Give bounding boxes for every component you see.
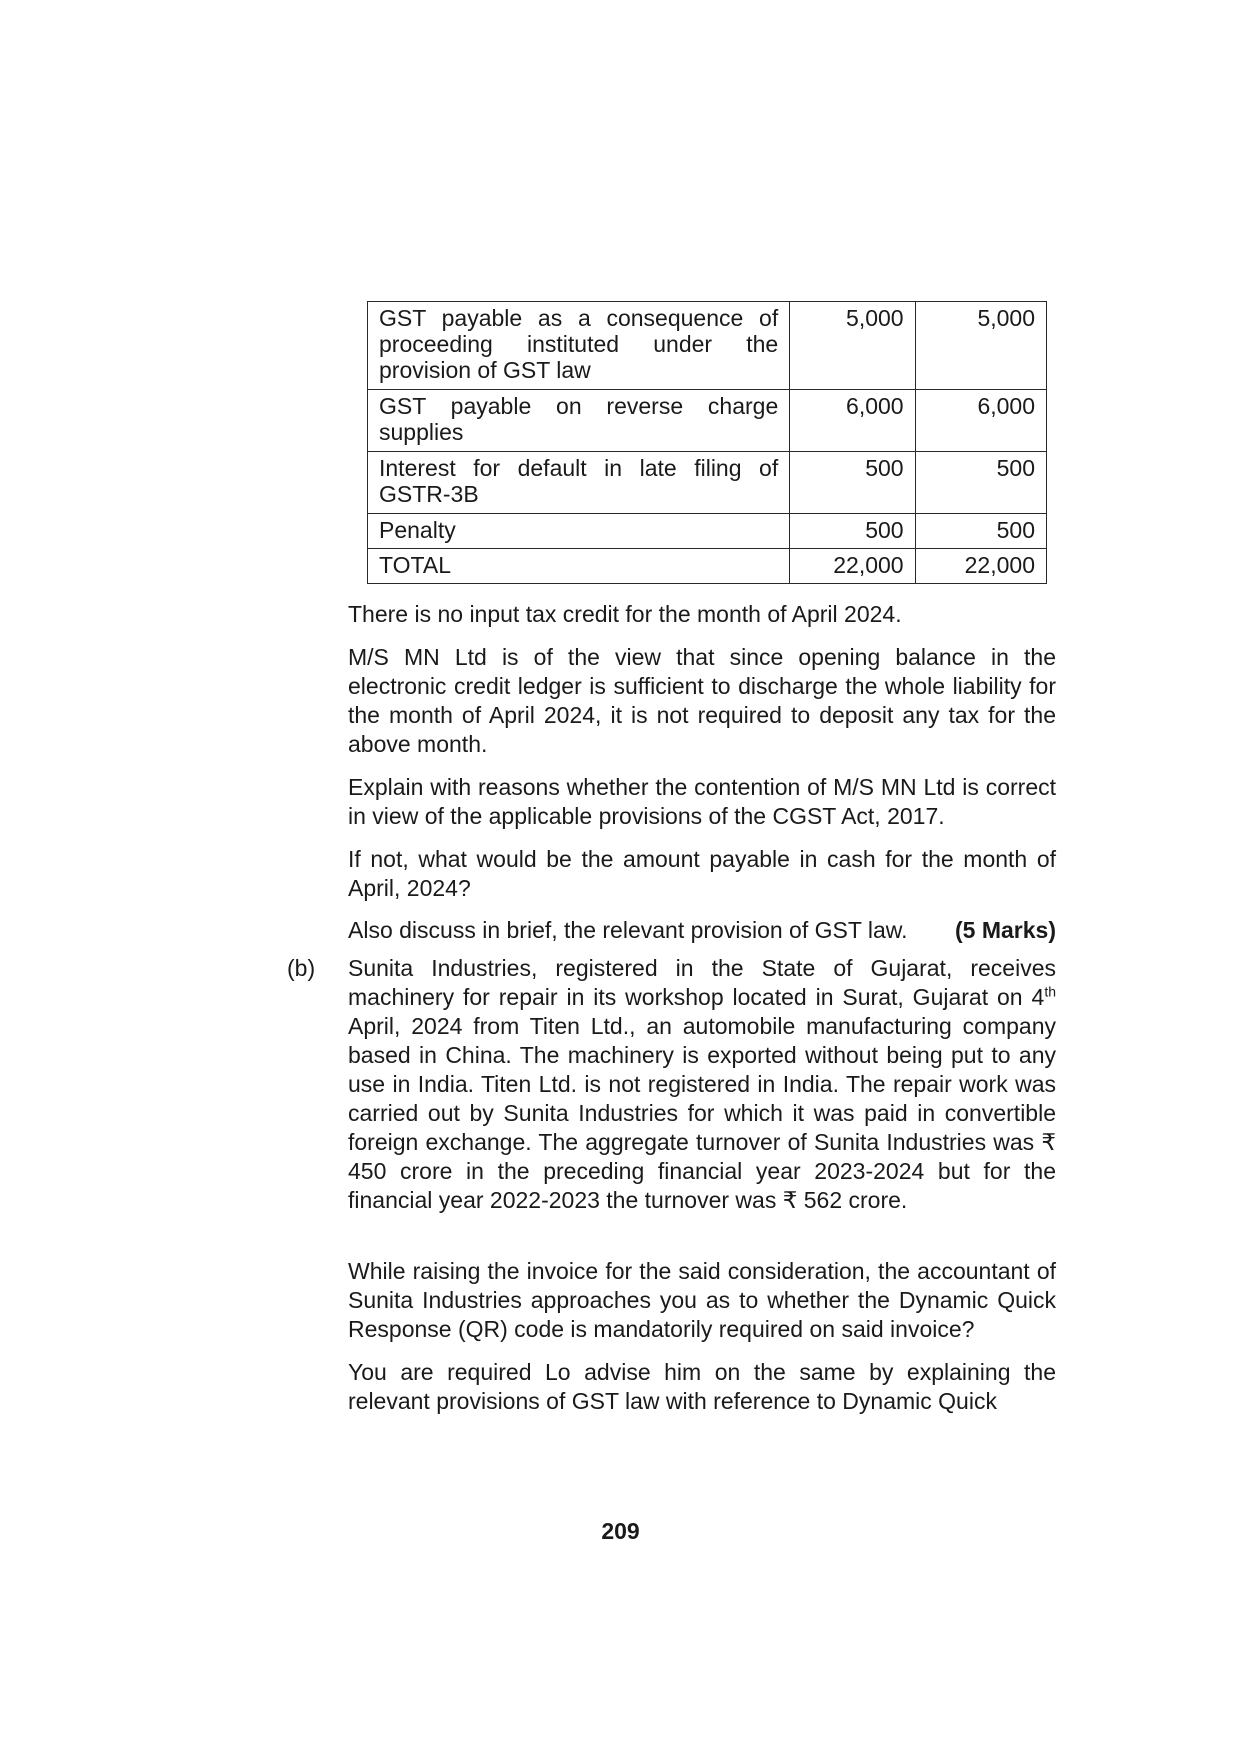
table-row	[368, 302, 1047, 390]
total-value-1: 22,000	[790, 549, 915, 584]
row-value-1: 500	[790, 514, 915, 549]
paragraph-mn-view: M/S MN Ltd is of the view that since opening balance in the electronic credit ledger is sufficient to discharge the whole liability for the month of April 2024, it is not required to deposit any tax for the above month.	[348, 644, 1056, 757]
total-value-2: 22,000	[915, 549, 1046, 584]
table-total-row	[368, 549, 1047, 584]
paragraph-amount-payable: If not, what would be the amount payable in cash for the month of April, 2024?	[348, 846, 1056, 901]
ordinal-suffix: th	[1044, 983, 1056, 1000]
paragraph-discuss	[348, 916, 1056, 945]
marks-label: (5 Marks)	[955, 917, 1056, 943]
row-value-2: 6,000	[915, 390, 1046, 452]
row-description: GST payable on reverse charge supplies	[368, 390, 790, 452]
total-label: TOTAL	[368, 549, 790, 584]
paragraph-no-itc: There is no input tax credit for the month of April 2024.	[348, 601, 902, 627]
row-value-1: 5,000	[790, 302, 915, 390]
row-value-2: 500	[915, 452, 1046, 514]
row-value-2: 500	[915, 514, 1046, 549]
sunita-text-start: Sunita Industries, registered in the State of Gujarat, receives machinery for repair in its workshop located in Surat, Gujarat on 4	[348, 955, 1056, 1010]
question-label-b: (b)	[287, 955, 316, 981]
paragraph-explain: Explain with reasons whether the contention of M/S MN Ltd is correct in view of the applicable provisions of the CGST Act, 2017.	[348, 774, 1056, 829]
table-row	[368, 514, 1047, 549]
paragraph-sunita-industries	[348, 954, 1056, 1215]
paragraph-advise: You are required Lo advise him on the same by explaining the relevant provisions of GST law with reference to Dynamic Quick	[348, 1359, 1056, 1414]
table-row	[368, 452, 1047, 514]
table-row	[368, 390, 1047, 452]
row-description: GST payable as a consequence of proceeding instituted under the provision of GST law	[368, 302, 790, 390]
row-value-1: 6,000	[790, 390, 915, 452]
sunita-text-end: April, 2024 from Titen Ltd., an automobile manufacturing company based in China. The machinery is exported without being put to any use in India. Titen Ltd. is not registered in India. The repair work was carried out by Sunita Industries for which it was paid in convertible foreign exchange. The aggregate turnover of Sunita Industries was ₹ 450 crore in the preceding financial year 2023-2024 but for the financial year 2022-2023 the turnover was ₹ 562 crore.	[348, 1013, 1056, 1213]
paragraph-accountant: While raising the invoice for the said consideration, the accountant of Sunita Industries approaches you as to whether the Dynamic Quick Response (QR) code is mandatorily required on said invoice?	[348, 1258, 1056, 1342]
page-number: 209	[601, 1518, 640, 1544]
row-description: Penalty	[368, 514, 790, 549]
row-value-2: 5,000	[915, 302, 1046, 390]
discuss-text: Also discuss in brief, the relevant provision of GST law.	[348, 917, 908, 943]
row-description: Interest for default in late filing of GSTR-3B	[368, 452, 790, 514]
liability-table	[367, 301, 1047, 584]
row-value-1: 500	[790, 452, 915, 514]
